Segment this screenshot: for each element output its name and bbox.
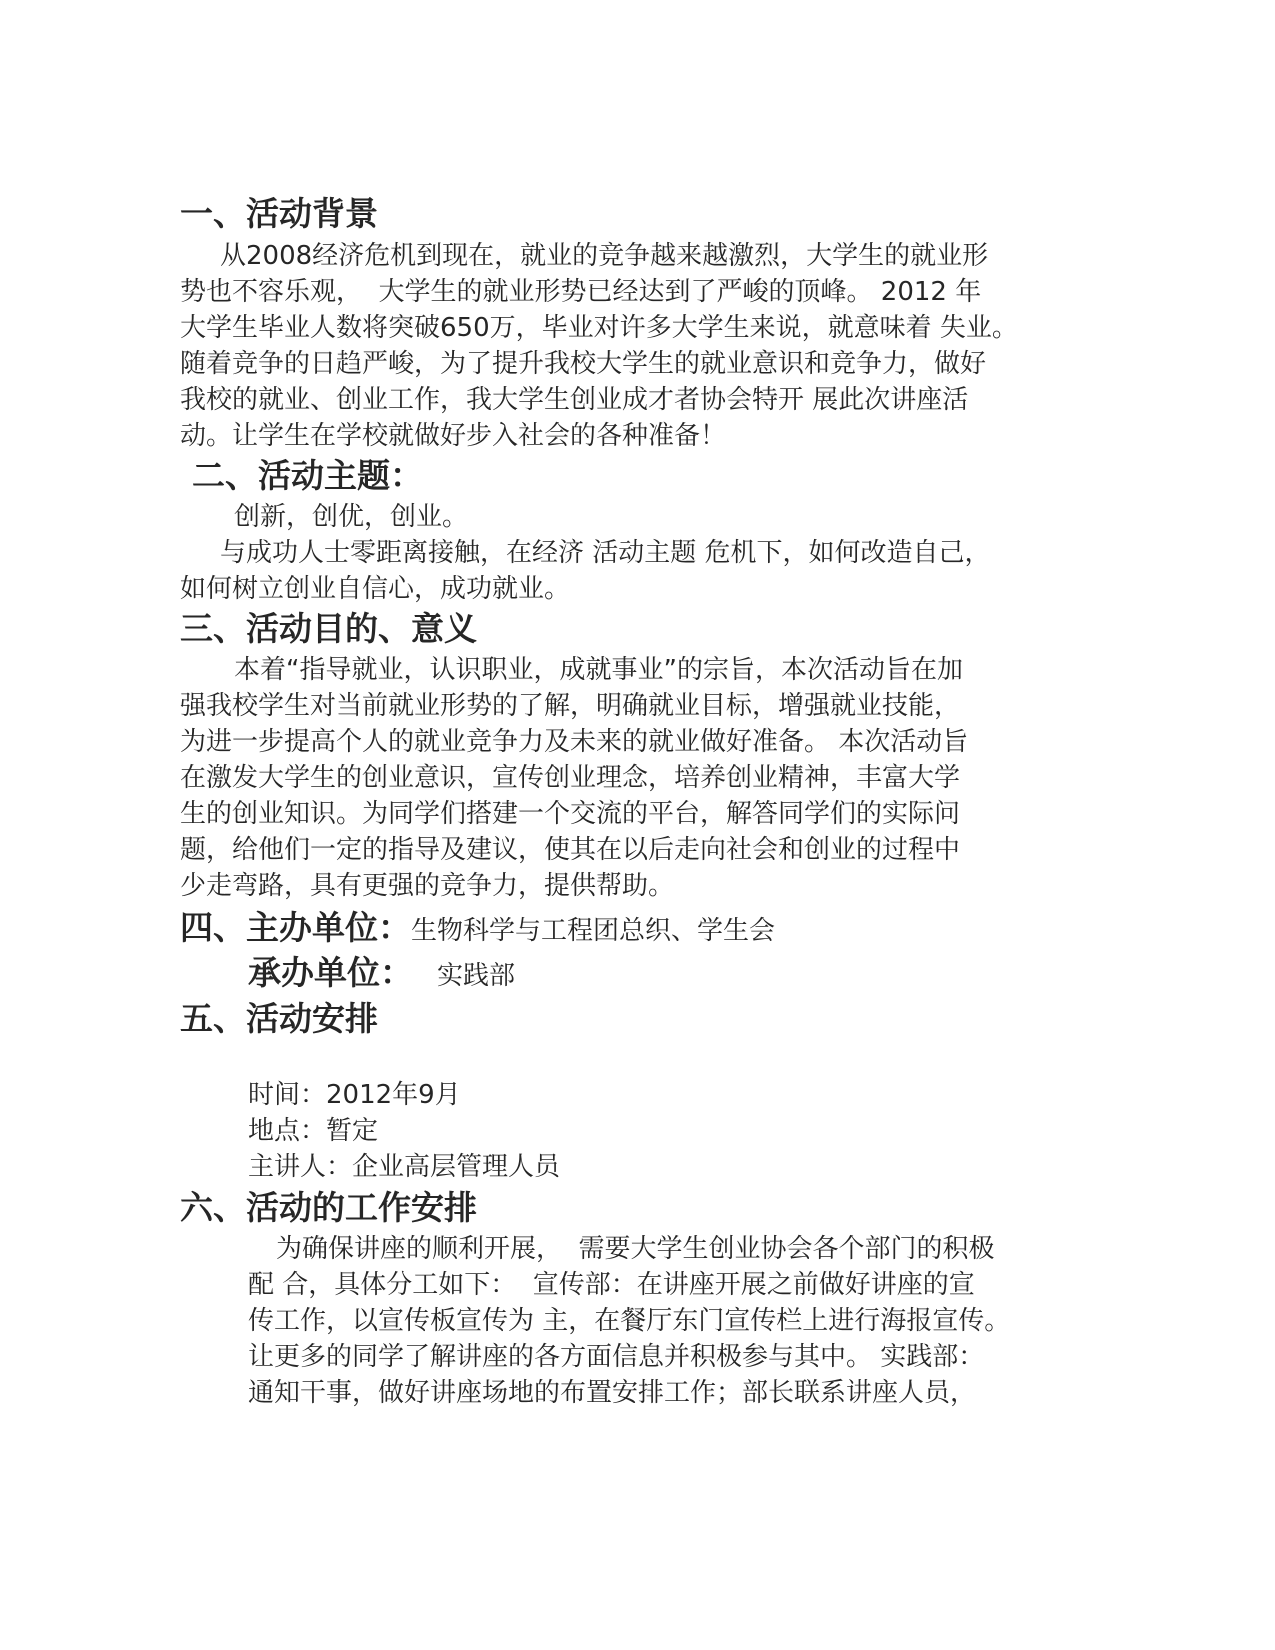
paragraph-line: 传工作，以宣传板宣传为 主，在餐厅东门宣传栏上进行海报宣传。 <box>248 1306 1011 1336</box>
section-heading-schedule: 五、活动安排 <box>180 999 378 1038</box>
paragraph-line: 少走弯路，具有更强的竞争力，提供帮助。 <box>180 871 675 901</box>
paragraph-line: 势也不容乐观， 大学生的就业形势已经达到了严峻的顶峰。 2012 年 <box>180 277 982 307</box>
schedule-speaker: 主讲人：企业高层管理人员 <box>248 1152 561 1182</box>
section-heading-purpose: 三、活动目的、意义 <box>180 609 477 648</box>
section-heading-theme: 二、活动主题： <box>192 456 423 495</box>
paragraph-line: 题，给他们一定的指导及建议，使其在以后走向社会和创业的过程中 <box>180 835 961 865</box>
paragraph-line: 在激发大学生的创业意识，宣传创业理念，培养创业精神，丰富大学 <box>180 763 961 793</box>
paragraph-line: 为进一步提高个人的就业竞争力及未来的就业做好准备。 本次活动旨 <box>180 727 969 757</box>
paragraph-line: 动。让学生在学校就做好步入社会的各种准备！ <box>180 421 727 451</box>
schedule-location: 地点：暂定 <box>248 1116 379 1146</box>
co-organizer-row <box>248 952 515 997</box>
section-heading-work-arrangement: 六、活动的工作安排 <box>180 1188 477 1227</box>
paragraph-line: 我校的就业、创业工作，我大学生创业成才者协会特开 展此次讲座活 <box>180 385 969 415</box>
paragraph-line: 随着竞争的日趋严峻，为了提升我校大学生的就业意识和竞争力，做好 <box>180 349 987 379</box>
paragraph-line: 创新，创优，创业。 <box>234 502 469 532</box>
paragraph-line: 如何树立创业自信心，成功就业。 <box>180 574 571 604</box>
organizer-value: 生物科学与工程团总织、学生会 <box>411 916 776 946</box>
paragraph-line: 大学生毕业人数将突破650万，毕业对许多大学生来说，就意味着 失业。 <box>180 313 1018 343</box>
organizer-label: 四、主办单位： <box>180 908 411 947</box>
paragraph-line: 从2008经济危机到现在，就业的竞争越来越激烈，大学生的就业形 <box>220 241 989 271</box>
co-organizer-value: 实践部 <box>437 961 516 991</box>
paragraph-line: 为确保讲座的顺利开展， 需要大学生创业协会各个部门的积极 <box>276 1234 995 1264</box>
co-organizer-label: 承办单位： <box>248 953 413 992</box>
paragraph-line: 本着“指导就业，认识职业，成就事业”的宗旨，本次活动旨在加 <box>234 655 963 685</box>
paragraph-line: 配 合，具体分工如下： 宣传部：在讲座开展之前做好讲座的宣 <box>248 1270 975 1300</box>
paragraph-line: 生的创业知识。为同学们搭建一个交流的平台，解答同学们的实际问 <box>180 799 961 829</box>
section-heading-organizer <box>180 907 775 952</box>
paragraph-line: 让更多的同学了解讲座的各方面信息并积极参与其中。 实践部： <box>248 1342 985 1372</box>
schedule-time: 时间：2012年9月 <box>248 1080 461 1110</box>
paragraph-line: 与成功人士零距离接触，在经济 活动主题 危机下，如何改造自己， <box>220 538 991 568</box>
paragraph-line: 强我校学生对当前就业形势的了解，明确就业目标，增强就业技能， <box>180 691 961 721</box>
paragraph-line: 通知干事，做好讲座场地的布置安排工作；部长联系讲座人员， <box>248 1378 977 1408</box>
section-heading-background: 一、活动背景 <box>180 194 378 233</box>
